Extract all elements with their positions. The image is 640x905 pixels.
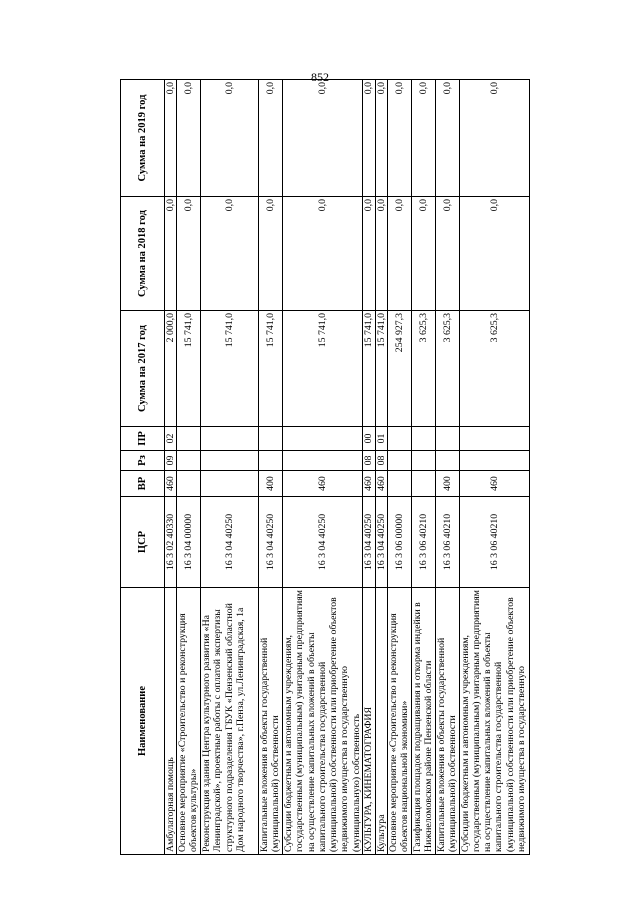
table-row [283, 80, 363, 855]
row-name: Основное мероприятие «Строительство и реконструкция объектов национальной экономики» [387, 588, 411, 855]
row-vr: 460 [165, 471, 177, 497]
row-sum-2017: 3 625,3 [435, 311, 459, 427]
table-row [363, 80, 375, 855]
row-sum-2017: 15 741,0 [375, 311, 387, 427]
row-vr: 460 [375, 471, 387, 497]
table-row [259, 80, 283, 855]
row-rz [177, 451, 201, 471]
row-sum-2019: 0,0 [459, 80, 529, 197]
row-name: Субсидии бюджетным и автономным учреждениям, государственным (муниципальным) унитарным предприятиям на осуществление капитальных вложений в объекты капитального строительства государственной (муниципальной) собственности или приобретение объектов недвижимого имущества в государственную (муниципальную) собственность [283, 588, 363, 855]
row-pr [177, 427, 201, 451]
row-rz [201, 451, 259, 471]
row-pr [411, 427, 435, 451]
page-number: 852 [311, 70, 329, 84]
row-sum-2017: 15 741,0 [259, 311, 283, 427]
row-csr: 16 3 04 00000 [177, 497, 201, 588]
row-sum-2019: 0,0 [411, 80, 435, 197]
row-vr: 460 [283, 471, 363, 497]
row-csr: 16 3 06 40210 [459, 497, 529, 588]
row-csr: 16 3 06 40210 [411, 497, 435, 588]
row-rz [411, 451, 435, 471]
header-row [121, 80, 165, 855]
row-name: Реконструкция здания Центра культурного развития «На Ленинградской», проектные работы с оплатой экспертизы структурного подразделения ГБУК «Пензенский областной Дом народного творчества», г.Пенза, ул.Ленинградская, 1а [201, 588, 259, 855]
header-sum-2017: Сумма на 2017 год [121, 311, 165, 427]
row-vr: 460 [459, 471, 529, 497]
row-sum-2017: 3 625,3 [459, 311, 529, 427]
row-sum-2018: 0,0 [177, 197, 201, 311]
row-vr [177, 471, 201, 497]
row-sum-2019: 0,0 [375, 80, 387, 197]
row-pr: 00 [363, 427, 375, 451]
row-rz [259, 451, 283, 471]
row-rz: 08 [363, 451, 375, 471]
row-sum-2017: 15 741,0 [363, 311, 375, 427]
row-sum-2018: 0,0 [259, 197, 283, 311]
row-sum-2018: 0,0 [375, 197, 387, 311]
row-rz: 09 [165, 451, 177, 471]
row-rz: 08 [375, 451, 387, 471]
table-row [459, 80, 529, 855]
row-name: Культура [375, 588, 387, 855]
row-vr [387, 471, 411, 497]
header-sum-2018: Сумма на 2018 год [121, 197, 165, 311]
row-sum-2019: 0,0 [363, 80, 375, 197]
header-pr: ПР [121, 427, 165, 451]
row-name: Амбулаторная помощь [165, 588, 177, 855]
row-sum-2019: 0,0 [259, 80, 283, 197]
row-csr: 16 3 04 40250 [259, 497, 283, 588]
header-sum-2019: Сумма на 2019 год [121, 80, 165, 197]
row-sum-2018: 0,0 [459, 197, 529, 311]
row-csr: 16 3 04 40250 [201, 497, 259, 588]
row-sum-2019: 0,0 [435, 80, 459, 197]
row-vr: 460 [363, 471, 375, 497]
row-sum-2019: 0,0 [165, 80, 177, 197]
row-pr [435, 427, 459, 451]
row-csr: 16 3 06 00000 [387, 497, 411, 588]
rotated-table-container [120, 80, 530, 855]
row-pr [259, 427, 283, 451]
row-sum-2017: 15 741,0 [177, 311, 201, 427]
row-pr: 02 [165, 427, 177, 451]
row-sum-2017: 254 927,3 [387, 311, 411, 427]
row-sum-2018: 0,0 [363, 197, 375, 311]
row-sum-2018: 0,0 [435, 197, 459, 311]
row-pr [387, 427, 411, 451]
table-body [165, 80, 530, 855]
table-row [165, 80, 177, 855]
header-csr: ЦСР [121, 497, 165, 588]
row-sum-2017: 3 625,3 [411, 311, 435, 427]
table-row [411, 80, 435, 855]
row-csr: 16 3 04 40250 [375, 497, 387, 588]
table-row [375, 80, 387, 855]
row-vr: 400 [435, 471, 459, 497]
row-sum-2018: 0,0 [283, 197, 363, 311]
table-row [177, 80, 201, 855]
header-name: Наименование [121, 588, 165, 855]
row-name: КУЛЬТУРА, КИНЕМАТОГРАФИЯ [363, 588, 375, 855]
row-csr: 16 3 02 40330 [165, 497, 177, 588]
row-pr: 01 [375, 427, 387, 451]
row-name: Основное мероприятие «Строительство и реконструкция объектов культуры» [177, 588, 201, 855]
table-row [387, 80, 411, 855]
row-rz [283, 451, 363, 471]
header-rz: Рз [121, 451, 165, 471]
row-csr: 16 3 04 40250 [363, 497, 375, 588]
table-row [201, 80, 259, 855]
row-vr [411, 471, 435, 497]
header-vr: ВР [121, 471, 165, 497]
row-sum-2018: 0,0 [165, 197, 177, 311]
table-row [435, 80, 459, 855]
row-pr [459, 427, 529, 451]
row-sum-2018: 0,0 [411, 197, 435, 311]
row-name: Газификация площадок подращивания и откорма индейки в Нижнеломовском районе Пензенской области [411, 588, 435, 855]
row-sum-2017: 15 741,0 [201, 311, 259, 427]
row-sum-2019: 0,0 [387, 80, 411, 197]
row-vr [201, 471, 259, 497]
row-pr [283, 427, 363, 451]
row-rz [459, 451, 529, 471]
row-rz [435, 451, 459, 471]
row-rz [387, 451, 411, 471]
row-name: Капитальные вложения в объекты государственной (муниципальной) собственности [435, 588, 459, 855]
row-csr: 16 3 04 40250 [283, 497, 363, 588]
row-pr [201, 427, 259, 451]
row-sum-2018: 0,0 [201, 197, 259, 311]
row-sum-2019: 0,0 [177, 80, 201, 197]
row-csr: 16 3 06 40210 [435, 497, 459, 588]
budget-table [120, 79, 530, 855]
row-sum-2019: 0,0 [201, 80, 259, 197]
row-vr: 400 [259, 471, 283, 497]
row-name: Субсидии бюджетным и автономным учреждениям, государственным (муниципальным) унитарным предприятиям на осуществление капитальных вложений в объекты капитального строительства государственной (муниципальной) собственности или приобретение объектов недвижимого имущества в государственную [459, 588, 529, 855]
row-sum-2019: 0,0 [283, 80, 363, 197]
row-sum-2017: 2 000,0 [165, 311, 177, 427]
row-sum-2017: 15 741,0 [283, 311, 363, 427]
row-name: Капитальные вложения в объекты государственной (муниципальной) собственности [259, 588, 283, 855]
row-sum-2018: 0,0 [387, 197, 411, 311]
